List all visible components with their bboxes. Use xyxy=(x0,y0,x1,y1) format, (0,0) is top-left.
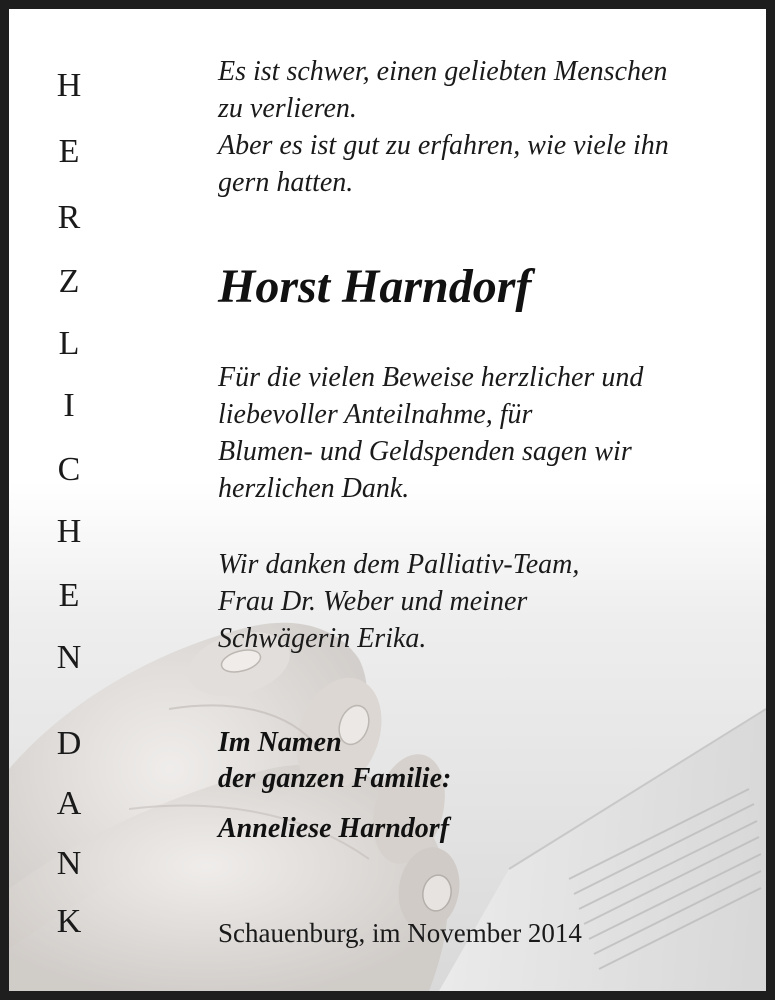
special-thanks-line: Schwägerin Erika. xyxy=(218,623,427,654)
vertical-letter: K xyxy=(56,903,82,940)
signature-line: Im Namen xyxy=(218,727,342,758)
vertical-letter: Z xyxy=(58,263,80,300)
vertical-letter: D xyxy=(56,725,82,762)
vertical-letter: C xyxy=(57,451,81,488)
deceased-name: Horst Harndorf xyxy=(218,260,532,313)
vertical-letter: E xyxy=(58,577,80,614)
thanks-line: Für die vielen Beweise herzlicher und xyxy=(218,362,644,393)
vertical-letter: N xyxy=(56,845,82,882)
thanks-line: herzlichen Dank. xyxy=(218,473,410,504)
quote-line: Es ist schwer, einen geliebten Menschen xyxy=(218,56,668,87)
vertical-letter: I xyxy=(63,387,75,424)
thanks-line: Blumen- und Geldspenden sagen wir xyxy=(218,436,632,467)
quote xyxy=(218,53,758,201)
quote-line: Aber es ist gut zu erfahren, wie viele ihn xyxy=(218,130,669,161)
special-thanks-line: Frau Dr. Weber und meiner xyxy=(218,586,528,617)
vertical-letter: L xyxy=(58,325,80,362)
thanks-paragraph xyxy=(218,359,758,507)
signature-line: der ganzen Familie: xyxy=(218,763,452,794)
signature-block xyxy=(218,725,451,847)
thanks-line: liebevoller Anteilnahme, für xyxy=(218,399,533,430)
quote-line: gern hatten. xyxy=(218,167,354,198)
vertical-heading-herzlichen-dank xyxy=(39,9,99,991)
quote-line: zu verlieren. xyxy=(218,93,357,124)
vertical-letter: H xyxy=(56,67,82,104)
special-thanks-paragraph xyxy=(218,546,758,657)
special-thanks-line: Wir danken dem Palliativ-Team, xyxy=(218,549,580,580)
signature-name: Anneliese Harndorf xyxy=(218,813,450,844)
place-and-date: Schauenburg, im November 2014 xyxy=(218,918,582,948)
vertical-letter: N xyxy=(56,639,82,676)
vertical-letter: R xyxy=(57,199,81,236)
vertical-letter: H xyxy=(56,513,82,550)
vertical-letter: A xyxy=(56,785,82,822)
vertical-letter: E xyxy=(58,133,80,170)
